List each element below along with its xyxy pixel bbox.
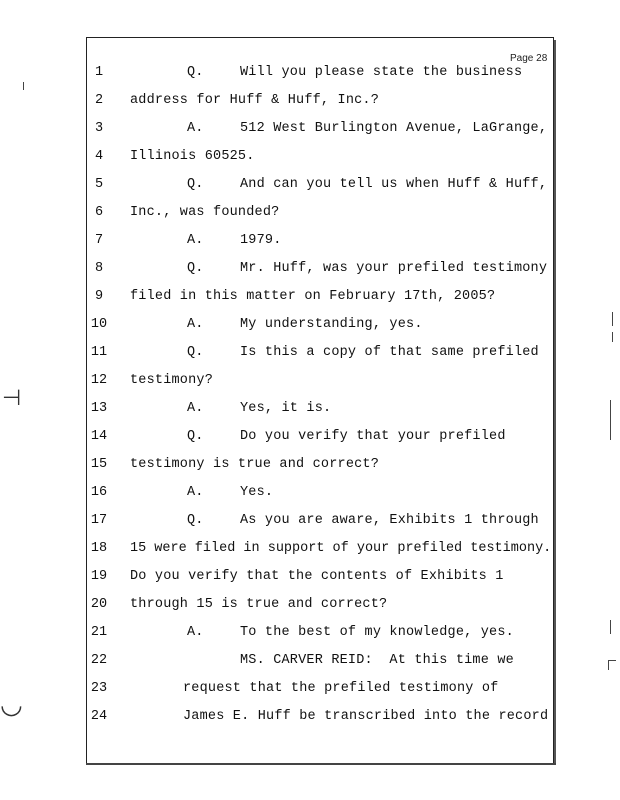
binding-hole-mark-icon: ⊣ bbox=[2, 386, 22, 411]
line-number: 24 bbox=[90, 709, 108, 724]
scan-artifact-mark bbox=[612, 332, 613, 342]
line-number: 6 bbox=[94, 205, 104, 220]
line-number: 7 bbox=[94, 233, 104, 248]
line-number: 8 bbox=[94, 261, 104, 276]
speaker-label: Q. bbox=[187, 429, 204, 444]
line-text: through 15 is true and correct? bbox=[130, 597, 388, 612]
scan-artifact-mark bbox=[23, 82, 24, 90]
speaker-label: Q. bbox=[187, 177, 204, 192]
line-number: 9 bbox=[94, 289, 104, 304]
page-frame-shadow-bottom bbox=[86, 763, 556, 765]
line-text: filed in this matter on February 17th, 2005? bbox=[130, 289, 496, 304]
binding-hole-curve-icon: ◡ bbox=[0, 690, 23, 720]
line-text: Yes, it is. bbox=[240, 401, 332, 416]
line-text: To the best of my knowledge, yes. bbox=[240, 625, 514, 640]
speaker-label: A. bbox=[187, 401, 204, 416]
line-number: 18 bbox=[90, 541, 108, 556]
line-number: 14 bbox=[90, 429, 108, 444]
line-number: 4 bbox=[94, 149, 104, 164]
line-number: 17 bbox=[90, 513, 108, 528]
line-number: 19 bbox=[90, 569, 108, 584]
scan-artifact-mark bbox=[612, 312, 613, 326]
line-text: As you are aware, Exhibits 1 through bbox=[240, 513, 539, 528]
speaker-label: Q. bbox=[187, 261, 204, 276]
line-text: Do you verify that the contents of Exhibits 1 bbox=[130, 569, 504, 584]
line-number: 15 bbox=[90, 457, 108, 472]
scan-artifact-mark bbox=[608, 660, 609, 670]
speaker-label: A. bbox=[187, 317, 204, 332]
speaker-label: A. bbox=[187, 485, 204, 500]
line-number: 1 bbox=[94, 65, 104, 80]
speaker-label: Q. bbox=[187, 65, 204, 80]
line-text: 15 were filed in support of your prefiled testimony. bbox=[130, 541, 552, 556]
line-text: Mr. Huff, was your prefiled testimony bbox=[240, 261, 548, 276]
line-text: James E. Huff be transcribed into the record bbox=[183, 709, 549, 724]
speaker-label: A. bbox=[187, 625, 204, 640]
line-number: 13 bbox=[90, 401, 108, 416]
line-text: testimony is true and correct? bbox=[130, 457, 380, 472]
line-number: 12 bbox=[90, 373, 108, 388]
line-text: Do you verify that your prefiled bbox=[240, 429, 506, 444]
page-number-label: Page 28 bbox=[510, 53, 548, 64]
scan-artifact-mark bbox=[608, 660, 616, 661]
line-number: 20 bbox=[90, 597, 108, 612]
line-number: 21 bbox=[90, 625, 108, 640]
page-frame-shadow-right bbox=[554, 40, 556, 764]
speaker-label: Q. bbox=[187, 513, 204, 528]
speaker-label: A. bbox=[187, 121, 204, 136]
line-number: 5 bbox=[94, 177, 104, 192]
line-text: My understanding, yes. bbox=[240, 317, 423, 332]
speaker-label: Q. bbox=[187, 345, 204, 360]
line-number: 3 bbox=[94, 121, 104, 136]
line-number: 2 bbox=[94, 93, 104, 108]
line-text: testimony? bbox=[130, 373, 214, 388]
line-number: 22 bbox=[90, 653, 108, 668]
line-text: MS. CARVER REID: At this time we bbox=[240, 653, 514, 668]
scan-artifact-mark bbox=[610, 400, 611, 440]
line-text: address for Huff & Huff, Inc.? bbox=[130, 93, 380, 108]
line-number: 11 bbox=[90, 345, 108, 360]
line-text: And can you tell us when Huff & Huff, bbox=[240, 177, 548, 192]
line-text: Illinois 60525. bbox=[130, 149, 255, 164]
line-text: 1979. bbox=[240, 233, 282, 248]
line-text: Is this a copy of that same prefiled bbox=[240, 345, 539, 360]
line-number: 23 bbox=[90, 681, 108, 696]
line-text: Yes. bbox=[240, 485, 274, 500]
speaker-label: A. bbox=[187, 233, 204, 248]
line-text: 512 West Burlington Avenue, LaGrange, bbox=[240, 121, 548, 136]
line-number: 16 bbox=[90, 485, 108, 500]
line-text: Will you please state the business bbox=[240, 65, 523, 80]
scan-artifact-mark bbox=[610, 620, 611, 634]
line-number: 10 bbox=[90, 317, 108, 332]
line-text: request that the prefiled testimony of bbox=[183, 681, 499, 696]
line-text: Inc., was founded? bbox=[130, 205, 280, 220]
